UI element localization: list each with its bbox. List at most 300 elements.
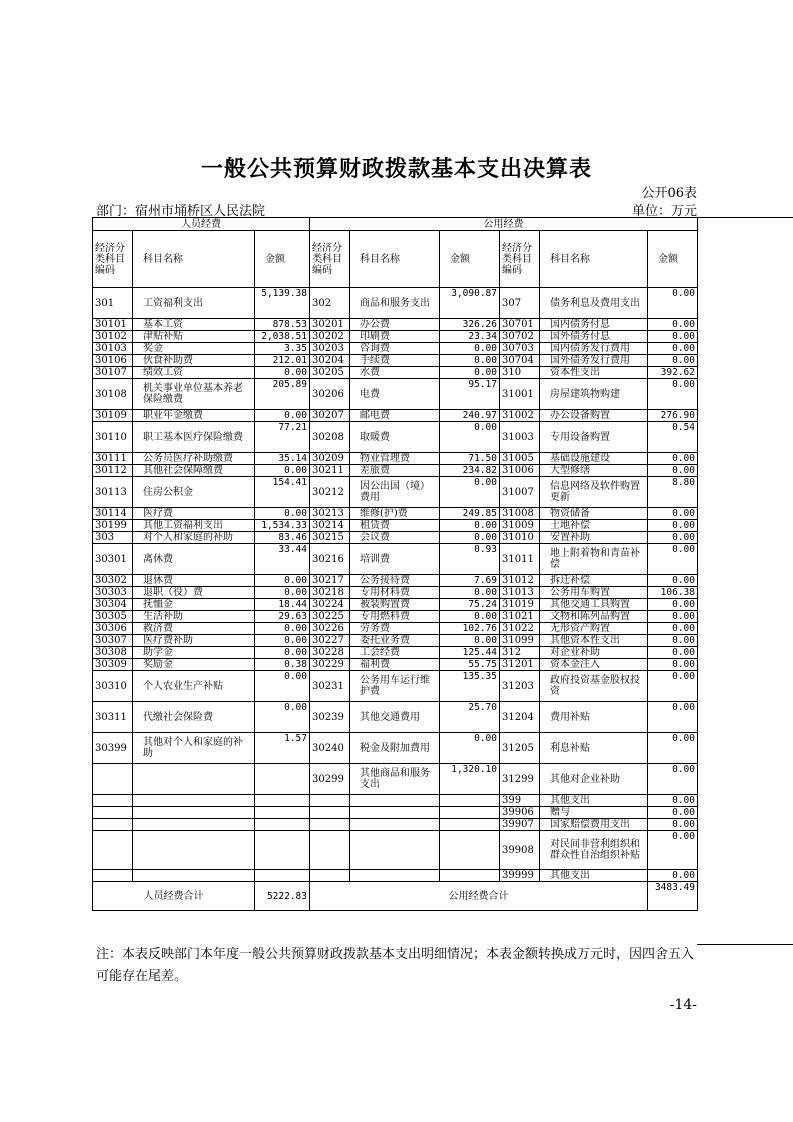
cell-code: 30310 xyxy=(93,671,133,702)
cell-amount: 276.90 xyxy=(648,410,698,422)
page-title: 一般公共预算财政拨款基本支出决算表 xyxy=(200,156,592,182)
cell-amount: 0.00 xyxy=(648,355,698,367)
cell-amount: 0.00 xyxy=(440,343,500,355)
cell-name: 咨询费 xyxy=(350,343,440,355)
cell-code: 30212 xyxy=(310,477,350,508)
cell-code: 30701 xyxy=(500,319,540,331)
cell-amount: 0.00 xyxy=(648,343,698,355)
cell-code: 30225 xyxy=(310,611,350,623)
cell-name: 培训费 xyxy=(350,544,440,575)
cell-name: 奖金 xyxy=(133,343,255,355)
cell-code: 30703 xyxy=(500,343,540,355)
cell-code: 30226 xyxy=(310,623,350,635)
cell-name xyxy=(350,870,440,882)
cell-amount: 0.00 xyxy=(255,508,310,520)
table-row xyxy=(93,575,698,587)
cell-name: 利息补贴 xyxy=(540,733,648,764)
cell-code: 30217 xyxy=(310,575,350,587)
cell-amount: 0.00 xyxy=(255,367,310,379)
cell-code: 31019 xyxy=(500,599,540,611)
cell-name: 对民间非营利组织和群众性自治组织补贴 xyxy=(540,831,648,870)
cell-amount: 2,038.51 xyxy=(255,331,310,343)
cell-amount: 0.00 xyxy=(255,410,310,422)
total-personnel-label: 人员经费合计 xyxy=(93,882,255,911)
cell-code xyxy=(310,807,350,819)
cell-name: 工资福利支出 xyxy=(133,288,255,319)
cell-amount: 1.57 xyxy=(255,733,310,764)
cell-amount xyxy=(440,819,500,831)
table-code: 公开06表 xyxy=(641,186,697,201)
cell-amount: 0.00 xyxy=(648,453,698,465)
cell-amount: 0.38 xyxy=(255,659,310,671)
cell-code: 30309 xyxy=(93,659,133,671)
cell-name: 医疗费补助 xyxy=(133,635,255,647)
cell-amount: 0.00 xyxy=(648,288,698,319)
cell-amount: 8.80 xyxy=(648,477,698,508)
cell-amount: 23.34 xyxy=(440,331,500,343)
cell-name xyxy=(133,819,255,831)
cell-name: 生活补助 xyxy=(133,611,255,623)
cell-amount: 0.00 xyxy=(648,635,698,647)
cell-amount: 0.00 xyxy=(255,623,310,635)
cell-amount xyxy=(255,807,310,819)
cell-code: 30231 xyxy=(310,671,350,702)
cell-name: 基本工资 xyxy=(133,319,255,331)
cell-code xyxy=(93,807,133,819)
cell-name: 费用补贴 xyxy=(540,702,648,733)
cell-amount xyxy=(255,764,310,795)
table-row xyxy=(93,635,698,647)
cell-name: 无形资产购置 xyxy=(540,623,648,635)
cell-amount: 0.00 xyxy=(648,659,698,671)
cell-code: 31013 xyxy=(500,587,540,599)
cell-amount: 95.17 xyxy=(440,379,500,410)
cell-amount: 0.00 xyxy=(648,544,698,575)
table-row xyxy=(93,410,698,422)
cell-amount: 392.62 xyxy=(648,367,698,379)
cell-code: 31003 xyxy=(500,422,540,453)
table-row xyxy=(93,422,698,453)
cell-name: 住房公积金 xyxy=(133,477,255,508)
cell-amount: 0.00 xyxy=(440,520,500,532)
cell-code: 39908 xyxy=(500,831,540,870)
table-row xyxy=(93,319,698,331)
cell-code: 30112 xyxy=(93,465,133,477)
cell-code: 30304 xyxy=(93,599,133,611)
cell-amount: 154.41 xyxy=(255,477,310,508)
cell-amount: 0.00 xyxy=(440,587,500,599)
cell-name: 因公出国（境）费用 xyxy=(350,477,440,508)
cell-amount: 135.35 xyxy=(440,671,500,702)
cell-code: 30202 xyxy=(310,331,350,343)
cell-name xyxy=(350,819,440,831)
cell-code: 301 xyxy=(93,288,133,319)
cell-name: 国外债务付息 xyxy=(540,331,648,343)
cell-amount: 3,090.87 xyxy=(440,288,500,319)
cell-code: 30102 xyxy=(93,331,133,343)
cell-name: 电费 xyxy=(350,379,440,410)
cell-amount: 106.38 xyxy=(648,587,698,599)
column-header-name: 科目名称 xyxy=(133,231,255,288)
cell-amount: 83.46 xyxy=(255,532,310,544)
cell-name xyxy=(350,807,440,819)
cell-code: 30211 xyxy=(310,465,350,477)
column-header-amount: 金额 xyxy=(648,231,698,288)
cell-name: 医疗费 xyxy=(133,508,255,520)
cell-name: 奖励金 xyxy=(133,659,255,671)
table-row xyxy=(93,659,698,671)
cell-name: 办公设备购置 xyxy=(540,410,648,422)
cell-name: 资本金注入 xyxy=(540,659,648,671)
cell-code xyxy=(93,764,133,795)
cell-code: 39906 xyxy=(500,807,540,819)
footnote: 注：本表反映部门本年度一般公共预算财政拨款基本支出明细情况；本表金额转换成万元时，因四舍五入可能存在尾差。 xyxy=(96,947,695,984)
cell-code: 31007 xyxy=(500,477,540,508)
table-row xyxy=(93,465,698,477)
cell-amount: 0.00 xyxy=(440,532,500,544)
column-header-code: 经济分类科目编码 xyxy=(93,231,133,288)
cell-amount: 0.00 xyxy=(648,671,698,702)
department-label: 部门：宿州市埇桥区人民法院 xyxy=(96,204,266,219)
cell-code: 30702 xyxy=(500,331,540,343)
unit-label: 单位：万元 xyxy=(631,204,697,219)
table-row xyxy=(93,520,698,532)
cell-name xyxy=(350,831,440,870)
total-public-label: 公用经费合计 xyxy=(310,882,648,911)
cell-code: 312 xyxy=(500,647,540,659)
cell-code: 307 xyxy=(500,288,540,319)
cell-code: 31011 xyxy=(500,544,540,575)
cell-amount: 0.00 xyxy=(255,575,310,587)
cell-code: 30301 xyxy=(93,544,133,575)
cell-name: 取暖费 xyxy=(350,422,440,453)
table-row xyxy=(93,355,698,367)
cell-name: 其他交通费用 xyxy=(350,702,440,733)
cell-code: 30106 xyxy=(93,355,133,367)
cell-amount: 0.00 xyxy=(648,465,698,477)
cell-code: 31204 xyxy=(500,702,540,733)
cell-name: 公务接待费 xyxy=(350,575,440,587)
cell-code: 30224 xyxy=(310,599,350,611)
cell-code: 30307 xyxy=(93,635,133,647)
cell-code: 30203 xyxy=(310,343,350,355)
cell-amount: 0.00 xyxy=(255,635,310,647)
cell-amount: 205.89 xyxy=(255,379,310,410)
cell-name: 赠与 xyxy=(540,807,648,819)
cell-name: 印刷费 xyxy=(350,331,440,343)
cell-name: 工会经费 xyxy=(350,647,440,659)
cell-amount: 3.35 xyxy=(255,343,310,355)
cell-code xyxy=(310,831,350,870)
cell-name: 差旅费 xyxy=(350,465,440,477)
cell-code: 30204 xyxy=(310,355,350,367)
cell-amount: 0.00 xyxy=(648,870,698,882)
column-header-name: 科目名称 xyxy=(540,231,648,288)
cell-name: 其他商品和服务支出 xyxy=(350,764,440,795)
cell-name: 专用材料费 xyxy=(350,587,440,599)
cell-name: 公务用车运行维护费 xyxy=(350,671,440,702)
cell-code: 30229 xyxy=(310,659,350,671)
cell-name: 租赁费 xyxy=(350,520,440,532)
cell-code: 30214 xyxy=(310,520,350,532)
cell-code: 31010 xyxy=(500,532,540,544)
cell-code: 30110 xyxy=(93,422,133,453)
cell-code: 30206 xyxy=(310,379,350,410)
edge-rule xyxy=(697,217,793,218)
cell-name: 退休费 xyxy=(133,575,255,587)
cell-amount: 0.93 xyxy=(440,544,500,575)
column-header-code: 经济分类科目编码 xyxy=(310,231,350,288)
cell-name: 信息网络及软件购置更新 xyxy=(540,477,648,508)
cell-amount: 0.00 xyxy=(648,331,698,343)
cell-amount: 1,320.10 xyxy=(440,764,500,795)
cell-name: 邮电费 xyxy=(350,410,440,422)
table-row xyxy=(93,599,698,611)
cell-amount: 0.54 xyxy=(648,422,698,453)
cell-name: 商品和服务支出 xyxy=(350,288,440,319)
cell-name: 专用燃料费 xyxy=(350,611,440,623)
cell-name: 水费 xyxy=(350,367,440,379)
table-row xyxy=(93,611,698,623)
cell-amount: 0.00 xyxy=(648,702,698,733)
cell-code: 31008 xyxy=(500,508,540,520)
cell-name xyxy=(133,764,255,795)
cell-name: 税金及附加费用 xyxy=(350,733,440,764)
cell-name xyxy=(133,795,255,807)
cell-code xyxy=(310,795,350,807)
cell-name: 津贴补贴 xyxy=(133,331,255,343)
cell-amount: 0.00 xyxy=(440,635,500,647)
cell-code: 31299 xyxy=(500,764,540,795)
cell-amount: 125.44 xyxy=(440,647,500,659)
cell-name: 职业年金缴费 xyxy=(133,410,255,422)
cell-amount: 0.00 xyxy=(648,831,698,870)
cell-code: 30103 xyxy=(93,343,133,355)
cell-amount: 0.00 xyxy=(648,819,698,831)
table-row xyxy=(93,764,698,795)
table-row xyxy=(93,831,698,870)
cell-amount: 0.00 xyxy=(255,671,310,702)
cell-name: 其他资本性支出 xyxy=(540,635,648,647)
cell-name: 土地补偿 xyxy=(540,520,648,532)
cell-code: 302 xyxy=(310,288,350,319)
cell-name xyxy=(133,807,255,819)
cell-amount: 5,139.38 xyxy=(255,288,310,319)
table-row xyxy=(93,367,698,379)
table-row xyxy=(93,477,698,508)
cell-amount: 0.00 xyxy=(648,611,698,623)
table-row xyxy=(93,288,698,319)
cell-name: 退职（役）费 xyxy=(133,587,255,599)
cell-name: 对企业补助 xyxy=(540,647,648,659)
cell-name: 对个人和家庭的补助 xyxy=(133,532,255,544)
cell-amount: 1,534.33 xyxy=(255,520,310,532)
cell-name: 其他社会保障缴费 xyxy=(133,465,255,477)
cell-code: 31002 xyxy=(500,410,540,422)
cell-code: 30215 xyxy=(310,532,350,544)
cell-amount: 249.85 xyxy=(440,508,500,520)
cell-code: 31009 xyxy=(500,520,540,532)
cell-amount: 0.00 xyxy=(648,379,698,410)
cell-name: 物业管理费 xyxy=(350,453,440,465)
cell-code: 30216 xyxy=(310,544,350,575)
cell-code: 31012 xyxy=(500,575,540,587)
column-header-code: 经济分类科目编码 xyxy=(500,231,540,288)
cell-name: 国家赔偿费用支出 xyxy=(540,819,648,831)
cell-name: 代缴社会保险费 xyxy=(133,702,255,733)
cell-name: 福利费 xyxy=(350,659,440,671)
cell-amount: 18.44 xyxy=(255,599,310,611)
cell-name xyxy=(133,831,255,870)
table-row xyxy=(93,671,698,702)
cell-amount: 33.44 xyxy=(255,544,310,575)
cell-name: 债务利息及费用支出 xyxy=(540,288,648,319)
cell-amount: 234.82 xyxy=(440,465,500,477)
cell-amount xyxy=(255,870,310,882)
cell-code: 30704 xyxy=(500,355,540,367)
cell-amount: 0.00 xyxy=(440,422,500,453)
cell-name: 专用设备购置 xyxy=(540,422,648,453)
cell-amount: 0.00 xyxy=(255,587,310,599)
cell-amount: 0.00 xyxy=(255,702,310,733)
table-row xyxy=(93,807,698,819)
table-row xyxy=(93,453,698,465)
cell-amount: 25.70 xyxy=(440,702,500,733)
table-row xyxy=(93,623,698,635)
cell-amount: 0.00 xyxy=(440,611,500,623)
cell-amount: 326.26 xyxy=(440,319,500,331)
cell-amount: 0.00 xyxy=(648,807,698,819)
cell-name: 国内债务发行费用 xyxy=(540,343,648,355)
cell-code: 30208 xyxy=(310,422,350,453)
cell-code: 30114 xyxy=(93,508,133,520)
cell-code: 30213 xyxy=(310,508,350,520)
table-row xyxy=(93,733,698,764)
cell-name: 手续费 xyxy=(350,355,440,367)
cell-code xyxy=(310,819,350,831)
cell-code: 31205 xyxy=(500,733,540,764)
cell-code: 30303 xyxy=(93,587,133,599)
cell-code: 30227 xyxy=(310,635,350,647)
cell-code: 310 xyxy=(500,367,540,379)
cell-name: 大型修缮 xyxy=(540,465,648,477)
cell-name: 委托业务费 xyxy=(350,635,440,647)
cell-code: 31005 xyxy=(500,453,540,465)
cell-amount: 0.00 xyxy=(648,508,698,520)
cell-amount: 102.76 xyxy=(440,623,500,635)
cell-code: 399 xyxy=(500,795,540,807)
cell-name: 职工基本医疗保险缴费 xyxy=(133,422,255,453)
cell-amount: 240.97 xyxy=(440,410,500,422)
cell-name: 资本性支出 xyxy=(540,367,648,379)
cell-code: 30101 xyxy=(93,319,133,331)
total-personnel-value: 5222.83 xyxy=(255,882,310,911)
cell-name xyxy=(133,870,255,882)
cell-amount: 35.14 xyxy=(255,453,310,465)
cell-code: 30207 xyxy=(310,410,350,422)
table-row xyxy=(93,508,698,520)
cell-name: 拆迁补偿 xyxy=(540,575,648,587)
cell-name: 政府投资基金股权投资 xyxy=(540,671,648,702)
cell-code xyxy=(93,870,133,882)
cell-name: 被装购置费 xyxy=(350,599,440,611)
cell-amount xyxy=(440,795,500,807)
cell-name: 会议费 xyxy=(350,532,440,544)
cell-code: 30111 xyxy=(93,453,133,465)
cell-code: 39907 xyxy=(500,819,540,831)
cell-name: 地上附着物和青苗补偿 xyxy=(540,544,648,575)
cell-amount: 0.00 xyxy=(648,623,698,635)
cell-name: 其他交通工具购置 xyxy=(540,599,648,611)
cell-amount: 77.21 xyxy=(255,422,310,453)
cell-name: 国外债务发行费用 xyxy=(540,355,648,367)
cell-amount: 0.00 xyxy=(648,599,698,611)
cell-amount xyxy=(255,795,310,807)
table-row xyxy=(93,587,698,599)
cell-name: 伙食补助费 xyxy=(133,355,255,367)
cell-code: 30305 xyxy=(93,611,133,623)
cell-amount: 0.00 xyxy=(648,575,698,587)
cell-amount: 0.00 xyxy=(648,532,698,544)
total-public-value: 3483.49 xyxy=(648,882,698,911)
cell-name: 其他支出 xyxy=(540,870,648,882)
cell-amount xyxy=(255,819,310,831)
cell-amount: 0.00 xyxy=(440,355,500,367)
cell-code: 30311 xyxy=(93,702,133,733)
cell-amount xyxy=(440,831,500,870)
cell-code: 31022 xyxy=(500,623,540,635)
cell-name: 办公费 xyxy=(350,319,440,331)
cell-code: 30108 xyxy=(93,379,133,410)
cell-code xyxy=(93,795,133,807)
table-row xyxy=(93,343,698,355)
cell-amount: 0.00 xyxy=(440,733,500,764)
cell-name: 离休费 xyxy=(133,544,255,575)
cell-name: 房屋建筑物购建 xyxy=(540,379,648,410)
page-number: -14- xyxy=(669,997,697,1013)
cell-name xyxy=(350,795,440,807)
cell-code: 30113 xyxy=(93,477,133,508)
table-row xyxy=(93,532,698,544)
cell-name: 劳务费 xyxy=(350,623,440,635)
cell-code: 31099 xyxy=(500,635,540,647)
column-header-name: 科目名称 xyxy=(350,231,440,288)
cell-name: 公务员医疗补助缴费 xyxy=(133,453,255,465)
table-row xyxy=(93,819,698,831)
cell-code: 30399 xyxy=(93,733,133,764)
cell-amount: 75.24 xyxy=(440,599,500,611)
cell-amount: 0.00 xyxy=(648,647,698,659)
section-personnel-header: 人员经费 xyxy=(93,218,310,231)
cell-amount: 7.69 xyxy=(440,575,500,587)
cell-amount xyxy=(440,807,500,819)
table-row xyxy=(93,379,698,410)
cell-name: 安置补助 xyxy=(540,532,648,544)
table-row xyxy=(93,331,698,343)
expenditure-table xyxy=(92,217,698,911)
cell-amount xyxy=(255,831,310,870)
cell-amount: 29.63 xyxy=(255,611,310,623)
cell-name: 国内债务付息 xyxy=(540,319,648,331)
cell-code: 30308 xyxy=(93,647,133,659)
table-row xyxy=(93,544,698,575)
table-row xyxy=(93,870,698,882)
cell-code: 30109 xyxy=(93,410,133,422)
cell-code: 30107 xyxy=(93,367,133,379)
cell-amount: 55.75 xyxy=(440,659,500,671)
cell-name: 机关事业单位基本养老保险缴费 xyxy=(133,379,255,410)
cell-code: 31203 xyxy=(500,671,540,702)
